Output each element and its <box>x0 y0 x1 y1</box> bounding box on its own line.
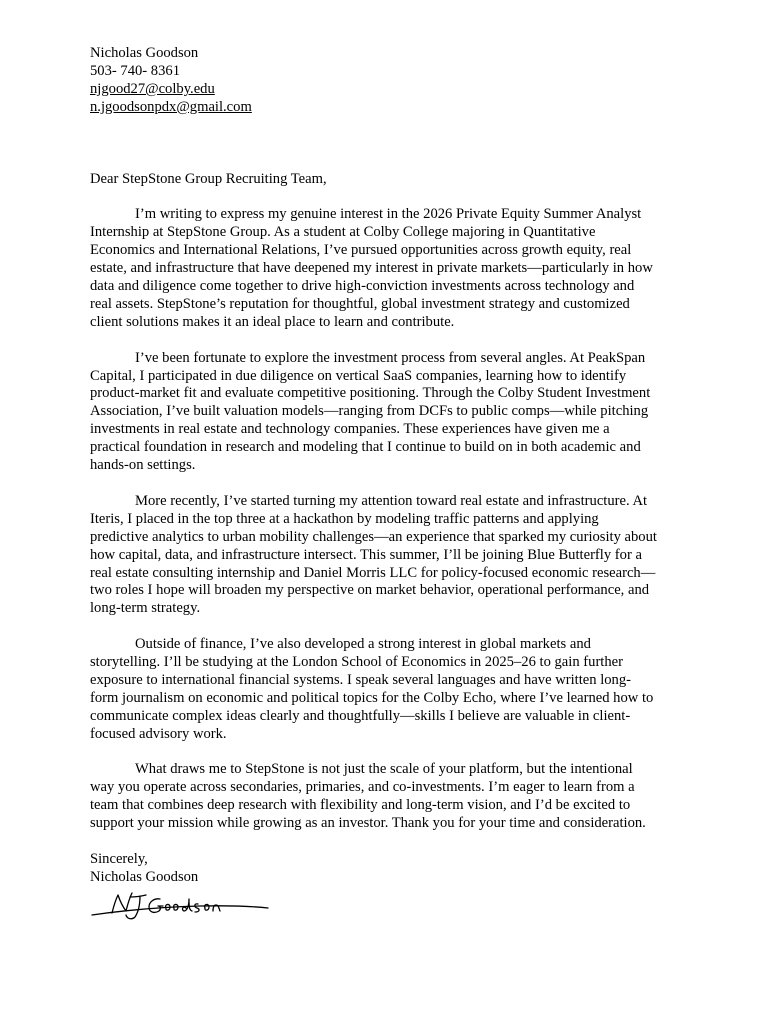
paragraph-line: client solutions makes it an ideal place to learn and contribute. <box>90 313 455 330</box>
paragraph-line: Internship at StepStone Group. As a student at Colby College majoring in Quantitative <box>90 224 596 241</box>
sender-phone: 503- 740- 8361 <box>90 62 180 79</box>
paragraph-line: Outside of finance, I’ve also developed a strong interest in global markets and <box>135 636 591 653</box>
paragraph-line: More recently, I’ve started turning my attention toward real estate and infrastructure. At <box>135 492 648 509</box>
paragraph-line: estate, and infrastructure that have deepened my interest in private markets—particularly in how <box>90 260 653 277</box>
handwritten-signature <box>90 889 270 923</box>
paragraph-line: hands-on settings. <box>90 457 196 474</box>
paragraph-line: product-market fit and evaluate competitive positioning. Through the Colby Student Investment <box>90 385 651 402</box>
paragraph-line: practical foundation in research and modeling that I continue to build on in both academic and <box>90 439 641 456</box>
body-paragraph-4 <box>90 636 680 743</box>
paragraph-line: Iteris, I placed in the top three at a hackathon by modeling traffic patterns and applying <box>90 510 599 527</box>
sender-email-personal[interactable]: n.jgoodsonpdx@gmail.com <box>90 98 252 115</box>
paragraph-line: way you operate across secondaries, primaries, and co-investments. I’m eager to learn from a <box>90 779 635 796</box>
paragraph-line: real assets. StepStone’s reputation for thoughtful, global investment strategy and customized <box>90 295 630 312</box>
paragraph-line: Association, I’ve built valuation models—ranging from DCFs to public comps—while pitching <box>90 403 649 420</box>
paragraph-line: focused advisory work. <box>90 725 227 742</box>
paragraph-line: data and diligence come together to drive high-conviction investments across technology and <box>90 278 635 295</box>
paragraph-line: I’m writing to express my genuine interest in the 2026 Private Equity Summer Analyst <box>135 206 642 223</box>
salutation: Dear StepStone Group Recruiting Team, <box>90 170 327 187</box>
paragraph-line: storytelling. I’ll be studying at the London School of Economics in 2025–26 to gain further <box>90 654 623 671</box>
paragraph-line: communicate complex ideas clearly and thoughtfully—skills I believe are valuable in client- <box>90 707 631 724</box>
paragraph-line: long-term strategy. <box>90 600 201 617</box>
paragraph-line: Capital, I participated in due diligence on vertical SaaS companies, learning how to identify <box>90 367 627 384</box>
paragraph-line: team that combines deep research with flexibility and long-term vision, and I’d be excited to <box>90 797 631 814</box>
body-paragraph-2 <box>90 350 680 475</box>
paragraph-line: two roles I hope will broaden my perspective on market behavior, operational performance, and <box>90 582 650 599</box>
paragraph-line: support your mission while growing as an investor. Thank you for your time and consideration. <box>90 815 646 832</box>
paragraph-line: predictive analytics to urban mobility challenges—an experience that sparked my curiosity about <box>90 528 657 545</box>
valediction: Sincerely, <box>90 850 148 867</box>
body-paragraph-5 <box>90 761 680 833</box>
paragraph-line: investments in real estate and technology companies. These experiences have given me a <box>90 421 610 438</box>
paragraph-line: What draws me to StepStone is not just the scale of your platform, but the intentional <box>135 761 633 778</box>
sender-email-school[interactable]: njgood27@colby.edu <box>90 80 215 97</box>
cover-letter-page <box>90 45 680 923</box>
letter-body <box>90 206 680 833</box>
sender-name: Nicholas Goodson <box>90 45 199 61</box>
body-paragraph-3 <box>90 493 680 618</box>
closing-name: Nicholas Goodson <box>90 868 199 885</box>
paragraph-line: Economics and International Relations, I’ve pursued opportunities across growth equity, real <box>90 242 632 259</box>
paragraph-line: how capital, data, and infrastructure intersect. This summer, I’ll be joining Blue Butterfly for a <box>90 546 642 563</box>
paragraph-line: exposure to international financial systems. I speak several languages and have written long- <box>90 671 632 688</box>
paragraph-line: I’ve been fortunate to explore the investment process from several angles. At PeakSpan <box>135 349 646 366</box>
sender-header <box>90 45 680 117</box>
paragraph-line: form journalism on economic and political topics for the Colby Echo, where I’ve learned how to <box>90 689 654 706</box>
paragraph-line: real estate consulting internship and Daniel Morris LLC for policy-focused economic research— <box>90 564 656 581</box>
closing-block <box>90 851 680 887</box>
body-paragraph-1 <box>90 206 680 331</box>
